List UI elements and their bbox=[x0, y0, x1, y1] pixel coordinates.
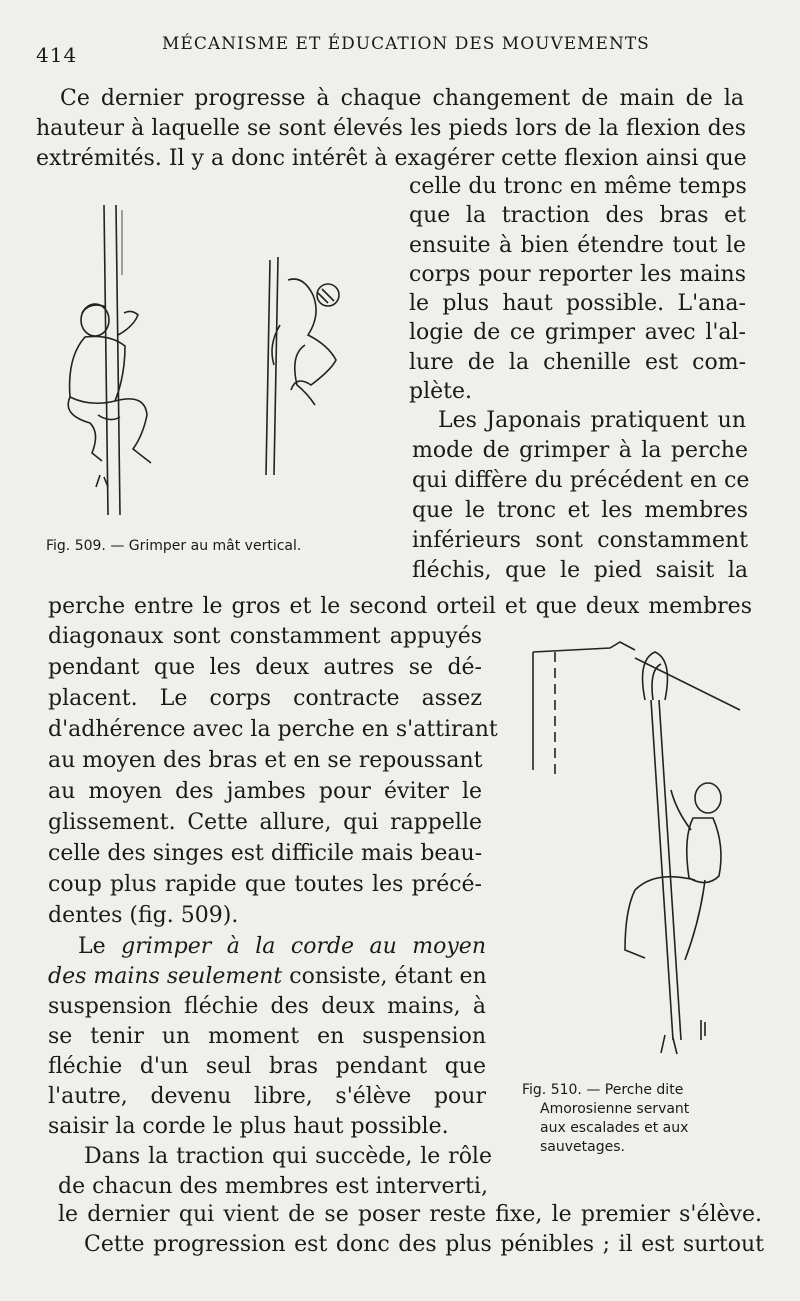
text-line: l'autre, devenu libre, s'élève pour bbox=[48, 1084, 486, 1109]
text-line: Ce dernier progresse à chaque changement de main de la bbox=[60, 86, 744, 111]
text-line: corps pour reporter les mains bbox=[409, 262, 746, 287]
text-line: qui diffère du précédent en ce bbox=[412, 468, 750, 493]
text-line: pendant que les deux autres se dé- bbox=[48, 655, 482, 680]
text-line: Les Japonais pratiquent un bbox=[438, 408, 746, 433]
text-line: fléchie d'un seul bras pendant que bbox=[48, 1054, 486, 1079]
text-line: dentes (fig. 509). bbox=[48, 903, 239, 928]
text-line: glissement. Cette allure, qui rappelle bbox=[48, 810, 482, 835]
text-line: inférieurs sont constamment bbox=[412, 528, 748, 553]
text-line: hauteur à laquelle se sont élevés les pieds lors de la flexion des bbox=[36, 116, 746, 141]
text-line: Dans la traction qui succède, le rôle bbox=[84, 1144, 492, 1169]
text-line: mode de grimper à la perche bbox=[412, 438, 748, 463]
text-line: au moyen des bras et en se repoussant bbox=[48, 748, 483, 773]
figure-510-illustration bbox=[525, 640, 760, 1080]
text-line: extrémités. Il y a donc intérêt à exagérer cette flexion ainsi que bbox=[36, 146, 747, 171]
text-line: le plus haut possible. L'ana- bbox=[409, 291, 746, 316]
text-line-italic bbox=[48, 962, 487, 992]
text-line: que le tronc et les membres bbox=[412, 498, 748, 523]
text-line: coup plus rapide que toutes les précé- bbox=[48, 872, 482, 897]
figure-510-caption-line: Amorosienne servant bbox=[540, 1101, 690, 1117]
italic-run: des mains seulement bbox=[48, 964, 283, 989]
figure-510-caption-line: aux escalades et aux bbox=[540, 1120, 689, 1136]
text-line: logie de ce grimper avec l'al- bbox=[409, 320, 746, 345]
text-line: fléchis, que le pied saisit la bbox=[412, 558, 748, 583]
text-line: le dernier qui vient de se poser reste fixe, le premier s'élève. bbox=[58, 1202, 762, 1227]
text-line: perche entre le gros et le second orteil et que deux membres bbox=[48, 594, 752, 619]
page-number: 414 bbox=[36, 43, 78, 67]
text-line: diagonaux sont constamment appuyés bbox=[48, 624, 482, 649]
text-run: Le bbox=[78, 934, 106, 959]
text-line: lure de la chenille est com- bbox=[409, 350, 746, 375]
text-line: au moyen des jambes pour éviter le bbox=[48, 779, 482, 804]
text-line: Cette progression est donc des plus pénibles ; il est surtout bbox=[84, 1232, 764, 1257]
italic-run: grimper à la corde au moyen bbox=[121, 934, 486, 959]
text-line: d'adhérence avec la perche en s'attirant bbox=[48, 717, 498, 742]
text-line: ensuite à bien étendre tout le bbox=[409, 233, 746, 258]
text-line: se tenir un moment en suspension bbox=[48, 1024, 486, 1049]
text-line: celle des singes est difficile mais beau- bbox=[48, 841, 483, 866]
figure-510-caption-line: Fig. 510. — Perche dite bbox=[522, 1082, 684, 1098]
text-run: consiste, étant en bbox=[289, 964, 487, 989]
text-line: suspension fléchie des deux mains, à bbox=[48, 994, 486, 1019]
figure-509-caption: Fig. 509. — Grimper au mât vertical. bbox=[46, 538, 302, 554]
text-line: placent. Le corps contracte assez bbox=[48, 686, 482, 711]
text-line: de chacun des membres est interverti, bbox=[58, 1174, 488, 1199]
figure-510-caption-line: sauvetages. bbox=[540, 1139, 625, 1155]
figure-509-illustration bbox=[60, 195, 390, 525]
text-line: saisir la corde le plus haut possible. bbox=[48, 1114, 449, 1139]
text-line: plète. bbox=[409, 379, 472, 404]
text-line: que la traction des bras et bbox=[409, 203, 746, 228]
running-title: MÉCANISME ET ÉDUCATION DES MOUVEMENTS bbox=[162, 34, 650, 54]
text-line: celle du tronc en même temps bbox=[409, 174, 747, 199]
text-line-italic bbox=[78, 932, 486, 962]
